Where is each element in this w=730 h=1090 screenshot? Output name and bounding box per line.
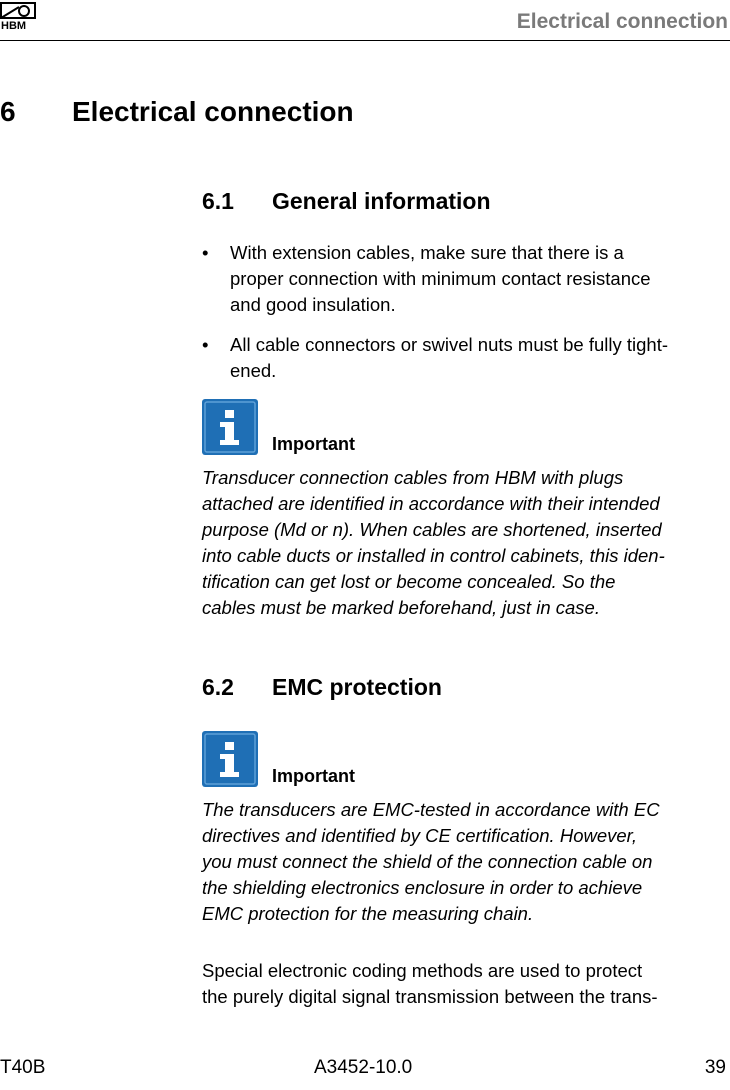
section-number: 6.2 [202,674,234,700]
important-note [202,465,730,621]
bullet-line: and good insulation. [230,294,396,315]
section-title: General information [272,188,491,214]
bullet-line: proper connection with minimum contact resistance [230,268,651,289]
chapter-title: Electrical connection [72,96,354,127]
header-divider [0,40,730,41]
section-title: EMC protection [272,674,442,700]
info-icon [202,399,258,455]
paragraph-line: Special electronic coding methods are used to protect [202,960,643,981]
bullet-marker: • [202,334,209,355]
note-line: purpose (Md or n). When cables are shortened, inserted [202,519,662,540]
footer-product: T40B [0,1057,46,1078]
bullet-list [202,240,730,398]
running-header-title: Electrical connection [516,10,728,33]
bullet-line: All cable connectors or swivel nuts must be fully tight- [230,334,669,355]
important-note [202,797,730,927]
note-line: cables must be marked beforehand, just in case. [202,597,600,618]
bullet-item [202,240,730,318]
bullet-item [202,332,730,384]
note-line: into cable ducts or installed in control cabinets, this iden- [202,545,665,566]
body-paragraph [202,958,730,1010]
paragraph-line: the purely digital signal transmission between the trans- [202,986,658,1007]
bullet-line: With extension cables, make sure that there is a [230,242,624,263]
page-number: 39 [704,1057,726,1078]
note-line: directives and identified by CE certification. However, [202,825,637,846]
footer-doc-number: A3452-10.0 [314,1057,413,1078]
hbm-logo [0,2,38,30]
note-line: you must connect the shield of the connection cable on [202,851,653,872]
note-line: Transducer connection cables from HBM with plugs [202,467,624,488]
note-line: tification can get lost or become concealed. So the [202,571,616,592]
note-line: the shielding electronics enclosure in order to achieve [202,877,643,898]
note-line: attached are identified in accordance with their intended [202,493,660,514]
info-icon [202,731,258,787]
section-number: 6.1 [202,188,234,214]
svg-text:HBM: HBM [1,20,27,30]
important-label: Important [272,434,355,454]
important-label: Important [272,766,355,786]
note-line: EMC protection for the measuring chain. [202,903,534,924]
note-line: The transducers are EMC-tested in accordance with EC [202,799,660,820]
bullet-line: ened. [230,360,277,381]
bullet-marker: • [202,242,209,263]
chapter-number: 6 [0,96,16,127]
